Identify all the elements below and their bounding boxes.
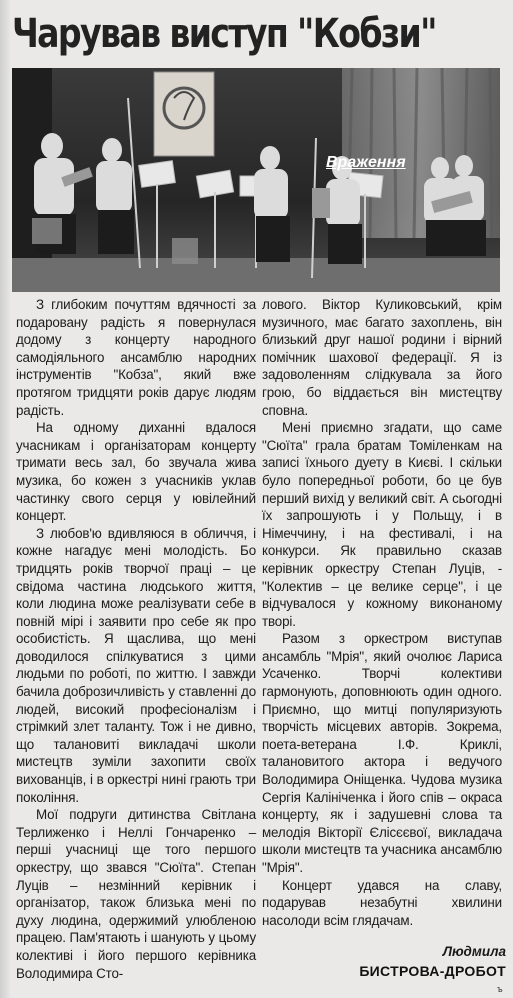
paragraph: Мені приємно згадати, що саме "Сюїта" грала братам Томіленкам на записі їхнього дуету в Києві. І скільки було попередньої роботи, бо це був перший вихід у великий світ. А сьогодні їх запрошують і у Польщу, і в Німеччину, і на фестивалі, і на конкурси. Як правильно сказав керівник оркестру Степан Луців, - "Колектив – це велике серце", і це відчувалося у кожному виконаному творі. — [262, 420, 502, 629]
paragraph: З глибоким почуттям вдячності за подаровану радість я повернулася додому з концерту народного самодіяльного ансамблю народних інструментів "Кобза", який вже протягом тридцяти років дарує людям радість. — [16, 297, 256, 418]
article-column-left — [16, 296, 256, 982]
concert-photo — [12, 68, 500, 292]
article-headline: Чарував виступ "Кобзи" — [12, 11, 436, 57]
author-last-name: БИСТРОВА-ДРОБОТ — [359, 963, 506, 979]
paragraph: З любов'ю вдивляюся в обличчя, і кожне нагадує мені молодість. Бо тридцять років творчої праці – це свідома частина людського життя, коли людина може реалізувати себе в повній мірі і заявити про себе як про особистість. Я щаслива, що мені доводилося спілкуватися з цими людьми по роботі, по життю. І завжди бачила доброзичливість у ставленні до людей, високий професіоналізм і стрімкий злет таланту. Тож і не дивно, що талановиті викладачі школи мистецтв зуміли захопити своїх вихованців, і в оркестрі нині грають три покоління. — [16, 525, 256, 805]
paragraph: На одному диханні вдалося учасникам і організаторам концерту тримати весь зал, бо звучала жива музика, бо кожен з учасників уклав частинку свого серця у ювілейний концерт. — [16, 420, 256, 524]
paragraph: Концерт удався на славу, подарував незабутні хвилини насолоди всім глядачам. — [262, 877, 502, 928]
paragraph: Мої подруги дитинства Світлана Терлиженко і Неллі Гончаренко – перші учасниці ще того першого оркестру, що звався "Сюїта". Степан Луців – незмінний керівник і організатор, також близька мені по духу людина, одержимий улюбленою працею. Пам'ятають і шанують у цьому колективі і його першого керівника Володимира Сто- — [16, 807, 256, 981]
article-column-right — [262, 296, 502, 929]
paragraph: Разом з оркестром виступав ансамбль "Мрія", який очолює Лариса Усаченко. Творчі колективи гармонують, доповнюють один одного. Приємно, що митці популяризують творчість місцевих авторів. Зокрема, поета-ветерана І.Ф. Криклі, талановитого актора і ведучого Володимира Оніщенка. Чудова музика Сергія Калініченка і його спів – окраса концерту, як і задушевні слова та мелодія Вікторії Єлісєєвої, викладача школи мистецтв та учасника ансамблю "Мрія". — [262, 631, 502, 875]
orchestra-photo-illustration — [12, 68, 500, 292]
rubric-label: Враження — [326, 154, 406, 171]
paragraph: лового. Віктор Куликовський, крім музичного, має багато захоплень, він близький друг нашої родини і вірний помічник шахової федерації. Я із задоволенням слідкувала за його грою, бо віддається він мистецтву сповна. — [262, 297, 502, 418]
author-first-name: Людмила — [442, 944, 506, 959]
page-edge-shadow — [0, 0, 10, 998]
corner-mark: ъ — [497, 984, 503, 994]
